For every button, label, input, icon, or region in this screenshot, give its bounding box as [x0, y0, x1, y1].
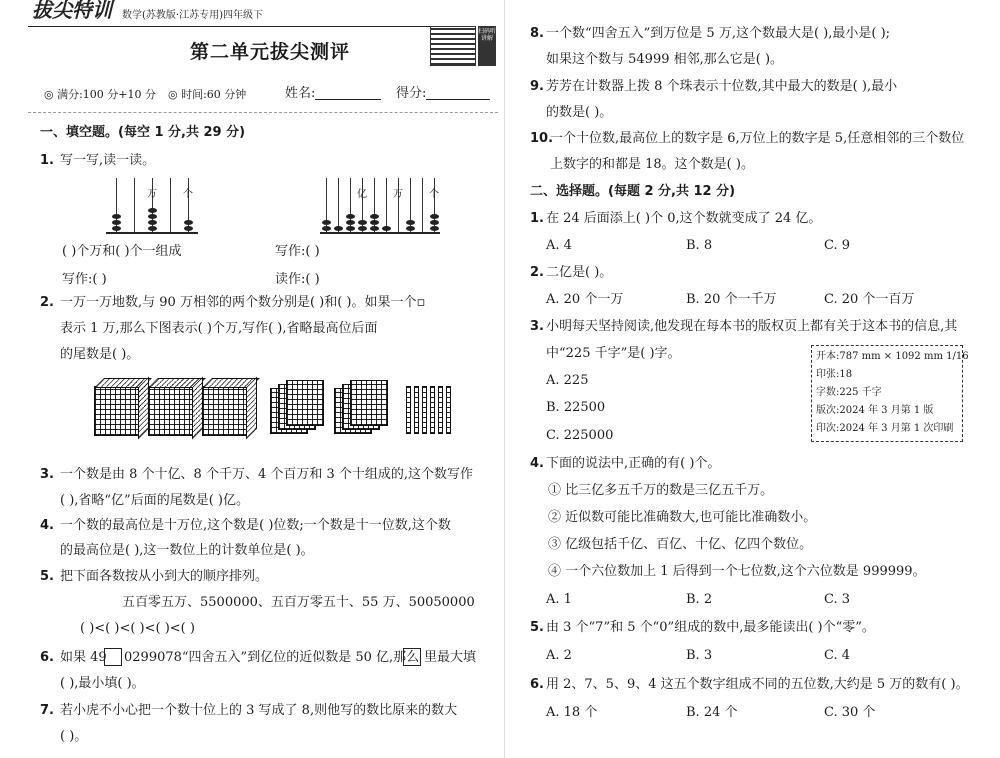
abacus-1 [106, 176, 198, 236]
ten-rod [438, 386, 443, 434]
thousand-cube [94, 386, 140, 436]
c4-option[interactable]: B. 2 [686, 592, 713, 607]
brand-logo: 拔尖特训 [32, 0, 112, 22]
time-limit: ◎ 时间:60 分钟 [168, 88, 247, 101]
c5-number: 5. [530, 620, 544, 635]
ten-rod [430, 386, 435, 434]
qr-caption: 扫码听讲解 [478, 26, 496, 66]
q5-number: 5. [40, 569, 54, 584]
c4-option[interactable]: A. 1 [546, 592, 572, 607]
section-1-heading: 一、填空题。(每空 1 分,共 29 分) [40, 125, 246, 140]
ten-rod [446, 386, 451, 434]
c5-option[interactable]: A. 2 [546, 648, 572, 663]
abacus-1-label: 个 [183, 189, 193, 200]
q1-line2: 写作:( ) [62, 272, 107, 287]
q2-line2: 表示 1 万,那么下图表示( )个万,写作( ),省略最高位后面 [60, 321, 378, 336]
q1-line1: ( )个万和( )个一组成 [62, 244, 182, 259]
ten-rod [406, 386, 411, 434]
q4-line1: 一个数的最高位是十万位,这个数是( )位数;一个数是十一位数,这个数 [60, 518, 451, 533]
page-divider [504, 0, 505, 758]
q2-line3: 的尾数是( )。 [60, 347, 140, 362]
c1-option[interactable]: B. 8 [686, 238, 713, 253]
q7-line2: ( )。 [60, 729, 88, 744]
q6-blank-box[interactable] [403, 648, 421, 666]
abacus-2 [320, 176, 440, 236]
c2-option[interactable]: A. 20 个一万 [546, 292, 624, 307]
c3-line1: 小明每天坚持阅读,他发现在每本书的版权页上都有关于这本书的信息,其 [546, 319, 958, 334]
c1-option[interactable]: C. 9 [824, 238, 851, 253]
c4-statement: ① 比三亿多五千万的数是三亿五千万。 [548, 483, 774, 498]
q9-line1: 芳芳在计数器上拨 8 个珠表示十位数,其中最大的数是( ),最小 [546, 79, 898, 94]
q10-line2: 上数字的和都是 18。这个数是( )。 [550, 157, 754, 172]
name-field[interactable] [315, 99, 381, 100]
q3-line1: 一个数是由 8 个十亿、8 个千万、4 个百万和 3 个十组成的,这个数写作 [60, 467, 474, 482]
q1-text: 写一写,读一读。 [60, 153, 156, 168]
c4-number: 4. [530, 456, 544, 471]
q6-text-mid: 0299078“四舍五入”到亿位的近似数是 50 亿,那么 [124, 650, 420, 665]
book-subtitle: 数学(苏教版·江苏专用)四年级下 [122, 10, 263, 21]
c6-text: 用 2、7、5、9、4 这五个数字组成不同的五位数,大约是 5 万的数有( )。 [546, 677, 969, 692]
c6-option[interactable]: A. 18 个 [546, 705, 598, 720]
ten-rod [422, 386, 427, 434]
q2-blocks-figure [90, 376, 470, 440]
header-separator [28, 112, 498, 113]
c6-option[interactable]: C. 30 个 [824, 705, 876, 720]
score-label: 得分: [396, 86, 427, 101]
info-line: 字数:225 千字 [816, 387, 882, 398]
q8-line1: 一个数“四舍五入”到万位是 5 万,这个数最大是( ),最小是( ); [546, 26, 891, 41]
c1-number: 1. [530, 211, 544, 226]
info-line: 版次:2024 年 3 月第 1 版 [816, 405, 934, 416]
thousand-cube [202, 386, 248, 436]
q3-line2: ( ),省略“亿”后面的尾数是( )亿。 [60, 493, 249, 508]
c2-option[interactable]: B. 20 个一千万 [686, 292, 777, 307]
q6-line2: ( ),最小填( )。 [60, 676, 145, 691]
q9-line2: 的数是( )。 [546, 105, 613, 120]
thousand-cube [148, 386, 194, 436]
c3-line2: 中“225 千字”是( )字。 [546, 346, 681, 361]
c3-option[interactable]: C. 225000 [546, 428, 614, 443]
q5-text: 把下面各数按从小到大的顺序排列。 [60, 569, 269, 584]
q2-number: 2. [40, 295, 54, 310]
c4-statement: ③ 亿级包括千亿、百亿、十亿、亿四个数位。 [548, 537, 813, 552]
abacus-2-label: 个 [429, 189, 439, 200]
header-rule [28, 26, 430, 27]
q10-number: 10. [530, 131, 554, 146]
q8-line2: 如果这个数与 54999 相邻,那么它是( )。 [546, 52, 784, 67]
c4-text: 下面的说法中,正确的有( )个。 [546, 456, 721, 471]
q7-line1: 若小虎不小心把一个数十位上的 3 写成了 8,则他写的数比原来的数大 [60, 703, 458, 718]
c5-option[interactable]: C. 4 [824, 648, 851, 663]
qr-code-icon[interactable] [430, 26, 476, 66]
c1-option[interactable]: A. 4 [546, 238, 572, 253]
q7-number: 7. [40, 703, 54, 718]
abacus-2-label: 万 [393, 189, 403, 200]
c3-option[interactable]: A. 225 [546, 373, 589, 388]
c6-number: 6. [530, 677, 544, 692]
c1-text: 在 24 后面添上( )个 0,这个数就变成了 24 亿。 [546, 211, 822, 226]
copyright-info-box [811, 345, 969, 442]
info-line: 印张:18 [816, 369, 853, 380]
q4-number: 4. [40, 518, 54, 533]
info-line: 印次:2024 年 3 月第 1 次印刷 [816, 423, 954, 434]
q3-number: 3. [40, 467, 54, 482]
q5-numbers: 五百零五万、5500000、五百万零五十、55 万、50050000 [122, 595, 475, 610]
section-2-heading: 二、选择题。(每题 2 分,共 12 分) [530, 184, 736, 199]
hundred-plate [286, 380, 324, 426]
q5-order-blanks: ( )<( )<( )<( )<( ) [80, 621, 195, 636]
c5-option[interactable]: B. 3 [686, 648, 713, 663]
q9-number: 9. [530, 79, 544, 94]
info-line: 开本:787 mm × 1092 mm 1/16 [816, 351, 969, 362]
c3-option[interactable]: B. 22500 [546, 400, 606, 415]
abacus-2-label: 亿 [357, 189, 367, 200]
page-title: 第二单元拔尖测评 [190, 41, 351, 63]
q10-line1: 一个十位数,最高位上的数字是 6,万位上的数字是 5,任意相邻的三个数位 [550, 131, 965, 146]
abacus-1-label: 万 [147, 189, 157, 200]
c4-statement: ② 近似数可能比准确数大,也可能比准确数小。 [548, 510, 817, 525]
name-label: 姓名: [285, 86, 316, 101]
q6-blank-box[interactable] [104, 648, 122, 666]
q6-number: 6. [40, 650, 54, 665]
c2-text: 二亿是( )。 [546, 265, 613, 280]
c2-number: 2. [530, 265, 544, 280]
c4-statement: ④ 一个六位数加上 1 后得到一个七位数,这个六位数是 999999。 [548, 564, 926, 579]
q6-text-post: 里最大填 [424, 650, 477, 665]
q4-line2: 的最高位是( ),这一数位上的计数单位是( )。 [60, 543, 314, 558]
ten-rod [414, 386, 419, 434]
q1-line2b: 读作:( ) [275, 272, 320, 287]
q6-text-pre: 如果 49 [60, 650, 107, 665]
q1-line1b: 写作:( ) [275, 244, 320, 259]
c5-text: 由 3 个“7”和 5 个“0”组成的数中,最多能读出( )个“零”。 [546, 620, 875, 635]
hundred-plate [350, 380, 388, 426]
c3-number: 3. [530, 319, 544, 334]
q1-number: 1. [40, 153, 54, 168]
score-field[interactable] [426, 99, 490, 100]
c2-option[interactable]: C. 20 个一百万 [824, 292, 915, 307]
q2-line1: 一万一万地数,与 90 万相邻的两个数分别是( )和( )。如果一个▫ [60, 295, 426, 310]
full-score: ◎ 满分:100 分+10 分 [44, 88, 157, 101]
c4-option[interactable]: C. 3 [824, 592, 851, 607]
q8-number: 8. [530, 26, 544, 41]
c6-option[interactable]: B. 24 个 [686, 705, 738, 720]
